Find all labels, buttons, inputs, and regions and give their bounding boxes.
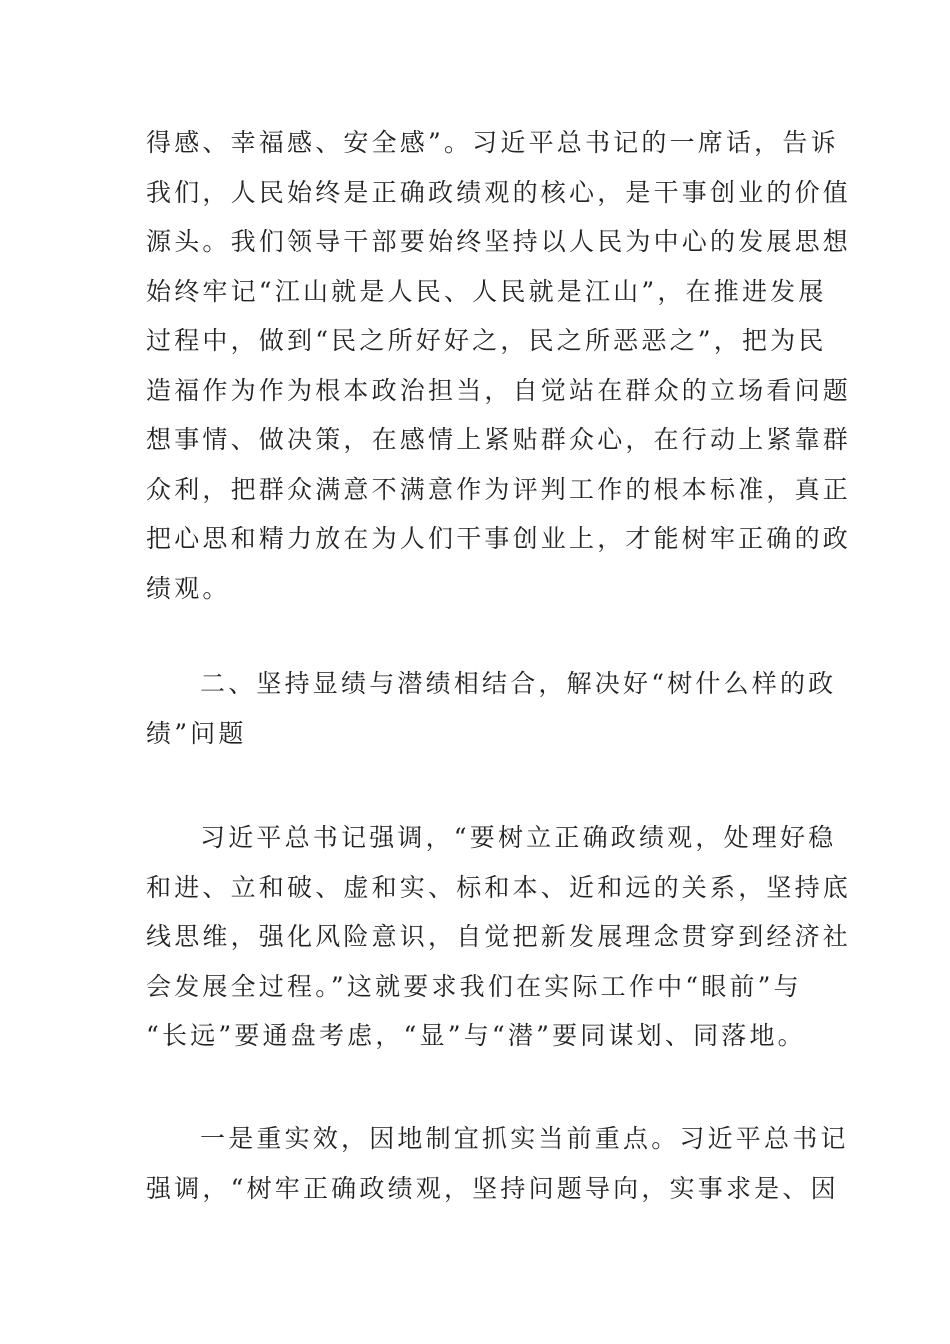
text-line: 我们，人民始终是正确政绩观的核心，是干事创业的价值 [146, 177, 852, 207]
text-line: 源头。我们领导干部要始终坚持以人民为中心的发展思想 [146, 227, 852, 256]
text-line: 得感、幸福感、安全感”。习近平总书记的一席话，告诉 [146, 128, 839, 157]
body-paragraph [146, 1114, 849, 1213]
text-line: 众利，把群众满意不满意作为评判工作的根本标准，真正 [146, 474, 852, 504]
text-line: 一是重实效，因地制宜抓实当前重点。习近平总书记 [200, 1124, 849, 1153]
text-line: 始终牢记“江山就是人民、人民就是江山”，在推进发展 [146, 276, 827, 306]
heading-line: 二、坚持显绩与潜绩相结合，解决好“树什么样的政 [200, 669, 837, 698]
text-line: 过程中，做到“民之所好好之，民之所恶恶之”，把为民 [146, 326, 827, 355]
body-paragraph [146, 813, 852, 1061]
body-paragraph [146, 118, 852, 613]
text-line: “长远”要通盘考虑，“显”与“潜”要同谋划、同落地。 [146, 1021, 806, 1050]
text-line: 绩观。 [146, 573, 231, 603]
text-line: 习近平总书记强调，“要树立正确政绩观，处理好稳 [200, 823, 837, 852]
text-line: 强调，“树牢正确政绩观，坚持问题导向，实事求是、因 [146, 1173, 839, 1203]
text-line: 把心思和精力放在为人们干事创业上，才能树牢正确的政 [146, 524, 852, 553]
text-line: 造福作为作为根本政治担当，自觉站在群众的立场看问题 [146, 375, 852, 405]
text-line: 线思维，强化风险意识，自觉把新发展理念贯穿到经济社 [146, 922, 852, 951]
text-line: 想事情、做决策，在感情上紧贴群众心，在行动上紧靠群 [146, 425, 852, 454]
text-line: 和进、立和破、虚和实、标和本、近和远的关系，坚持底 [146, 872, 852, 902]
text-line: 会发展全过程。”这就要求我们在实际工作中“眼前”与 [146, 971, 802, 1001]
heading-line: 绩”问题 [146, 718, 247, 748]
section-heading [146, 659, 837, 758]
